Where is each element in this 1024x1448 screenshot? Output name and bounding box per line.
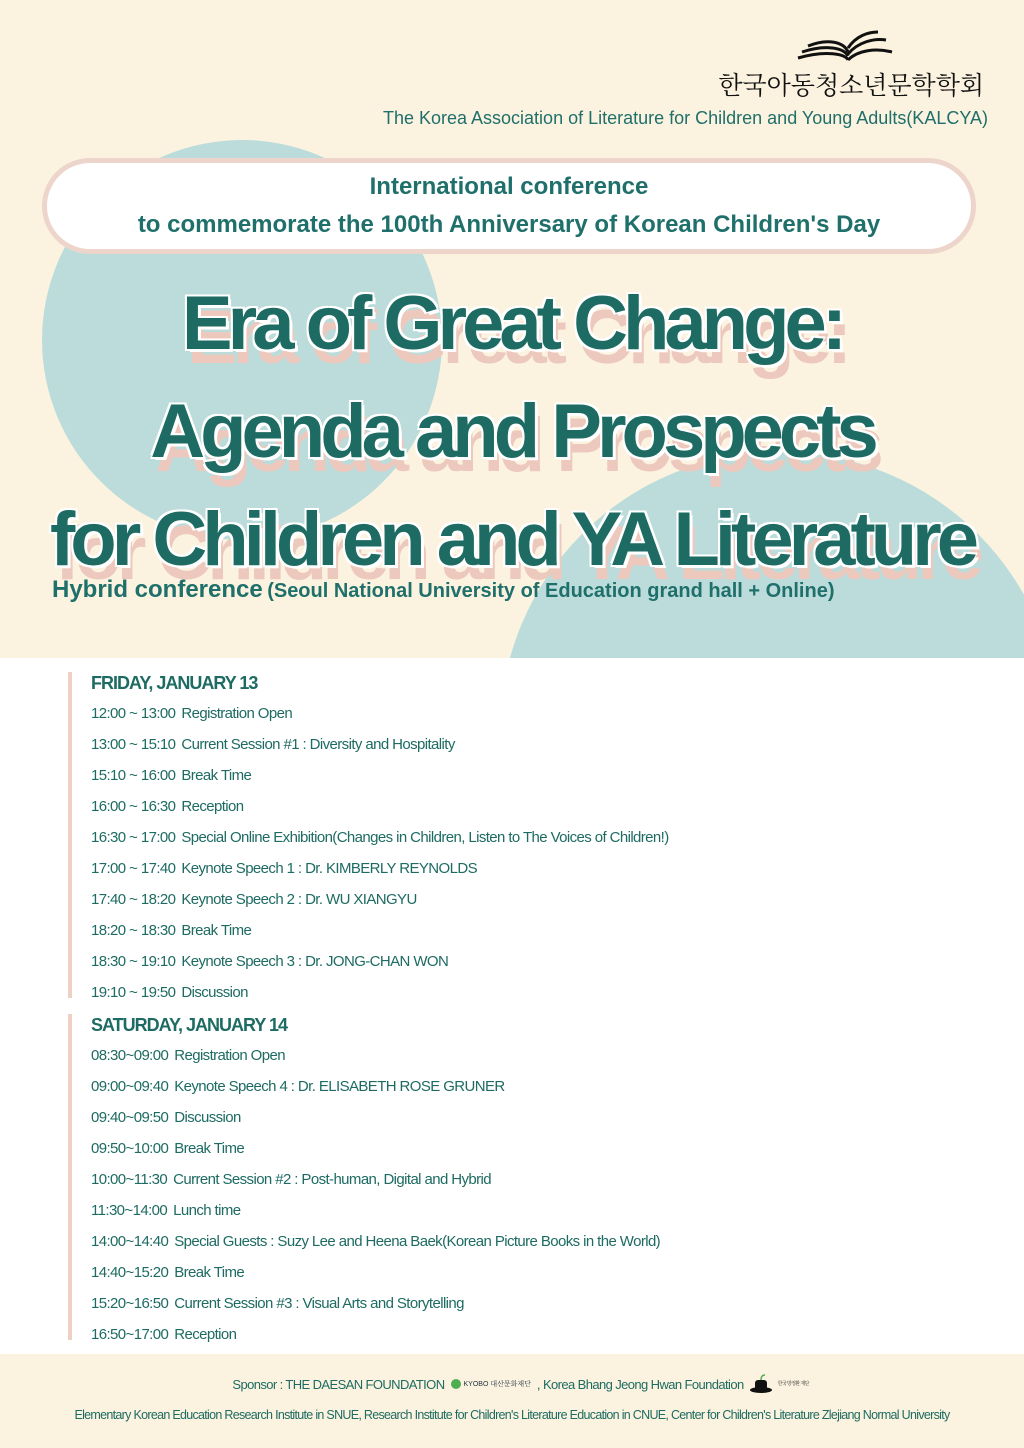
main-title-line-2: Agenda and Prospects (150, 389, 874, 474)
schedule-row (91, 946, 669, 977)
row-event: Keynote Speech 1 : Dr. KIMBERLY REYNOLDS (181, 860, 477, 877)
row-time: 16:50~17:00 (91, 1326, 169, 1343)
footer (0, 1354, 1024, 1448)
schedule-row (91, 915, 669, 946)
row-time: 09:40~09:50 (91, 1109, 169, 1126)
schedule-day-friday (68, 672, 669, 1001)
hero-section (0, 0, 1024, 658)
row-event: Registration Open (174, 1047, 285, 1064)
hat-logo-icon: 한국 방정환 재단 (750, 1374, 792, 1394)
row-event: Special Online Exhibition(Changes in Children, Listen to The Voices of Children!) (181, 829, 669, 846)
schedule-row (91, 1164, 660, 1195)
schedule-row (91, 1257, 660, 1288)
row-event: Break Time (174, 1264, 245, 1281)
conference-banner (42, 158, 976, 254)
sponsor-second: , Korea Bhang Jeong Hwan Foundation (536, 1376, 744, 1392)
row-time: 10:00~11:30 (91, 1171, 168, 1188)
schedule-row (91, 1319, 660, 1350)
day-heading: FRIDAY, JANUARY 13 (91, 673, 258, 693)
banner-line-2: to commemorate the 100th Anniversary of Korean Children's Day (137, 211, 881, 238)
row-event: Discussion (181, 984, 248, 1001)
schedule-row (91, 853, 669, 884)
schedule-row (91, 822, 669, 853)
schedule-row (91, 760, 669, 791)
row-time: 15:10 ~ 16:00 (91, 767, 176, 784)
main-title (0, 270, 1024, 594)
main-title-line-1: Era of Great Change: (181, 281, 843, 366)
row-time: 14:40~15:20 (91, 1264, 169, 1281)
row-event: Reception (174, 1326, 237, 1343)
row-time: 08:30~09:00 (91, 1047, 169, 1064)
row-event: Discussion (174, 1109, 241, 1126)
schedule-row (91, 1288, 660, 1319)
banner-line-1: International conference (369, 173, 649, 200)
row-event: Special Guests : Suzy Lee and Heena Baek(Korean Picture Books in the World) (174, 1233, 661, 1250)
row-event: Keynote Speech 2 : Dr. WU XIANGYU (181, 891, 417, 908)
row-event: Break Time (181, 767, 252, 784)
row-time: 19:10 ~ 19:50 (91, 984, 176, 1001)
schedule-row (91, 698, 669, 729)
row-event: Reception (181, 798, 244, 815)
org-name-english: The Korea Association of Literature for Children and Young Adults(KALCYA) (382, 108, 988, 128)
main-title-line-3: for Children and YA Literature (49, 497, 975, 582)
row-time: 13:00 ~ 15:10 (91, 736, 176, 753)
row-event: Current Session #3 : Visual Arts and Storytelling (174, 1295, 464, 1312)
schedule-row (91, 1071, 660, 1102)
row-time: 16:00 ~ 16:30 (91, 798, 176, 815)
row-event: Lunch time (173, 1202, 241, 1219)
conference-format (52, 576, 834, 604)
schedule-row (91, 729, 669, 760)
sponsor-prefix: Sponsor : THE DAESAN FOUNDATION (232, 1376, 445, 1392)
open-book-icon (796, 28, 896, 64)
schedule-row (91, 1226, 660, 1257)
schedule-row (91, 1195, 660, 1226)
row-time: 18:20 ~ 18:30 (91, 922, 176, 939)
kyobo-logo-icon: KYOBO 대산문화재단 (451, 1379, 531, 1389)
row-event: Current Session #1 : Diversity and Hospitality (181, 736, 455, 753)
row-event: Keynote Speech 3 : Dr. JONG-CHAN WON (181, 953, 449, 970)
row-time: 11:30~14:00 (91, 1202, 168, 1219)
row-time: 12:00 ~ 13:00 (91, 705, 176, 722)
schedule-row (91, 1133, 660, 1164)
row-time: 09:50~10:00 (91, 1140, 169, 1157)
schedule-row (91, 977, 669, 1008)
schedule-row (91, 1102, 660, 1133)
row-time: 17:40 ~ 18:20 (91, 891, 176, 908)
row-time: 14:00~14:40 (91, 1233, 169, 1250)
row-event: Break Time (174, 1140, 245, 1157)
row-time: 15:20~16:50 (91, 1295, 169, 1312)
schedule-row (91, 1040, 660, 1071)
sponsor-line (0, 1374, 1024, 1394)
org-name-korean: 한국아동청소년문학학회 (718, 71, 984, 100)
day-heading: SATURDAY, JANUARY 14 (91, 1015, 288, 1035)
row-time: 18:30 ~ 19:10 (91, 953, 176, 970)
row-event: Current Session #2 : Post-human, Digital and Hybrid (173, 1171, 492, 1188)
schedule-row (91, 884, 669, 915)
partners-line: Elementary Korean Education Research Institute in SNUE, Research Institute for Children's Literature Education in CNUE, Center for Children's Literature Zlejiang Normal University (74, 1408, 950, 1422)
row-time: 16:30 ~ 17:00 (91, 829, 176, 846)
schedule-row (91, 791, 669, 822)
row-event: Keynote Speech 4 : Dr. ELISABETH ROSE GRUNER (174, 1078, 505, 1095)
row-event: Registration Open (181, 705, 293, 722)
format-main: Hybrid conference (52, 576, 263, 603)
format-detail: (Seoul National University of Education grand hall + Online) (267, 580, 835, 602)
row-event: Break Time (181, 922, 252, 939)
row-time: 17:00 ~ 17:40 (91, 860, 176, 877)
schedule-day-saturday (68, 1014, 661, 1343)
row-time: 09:00~09:40 (91, 1078, 169, 1095)
